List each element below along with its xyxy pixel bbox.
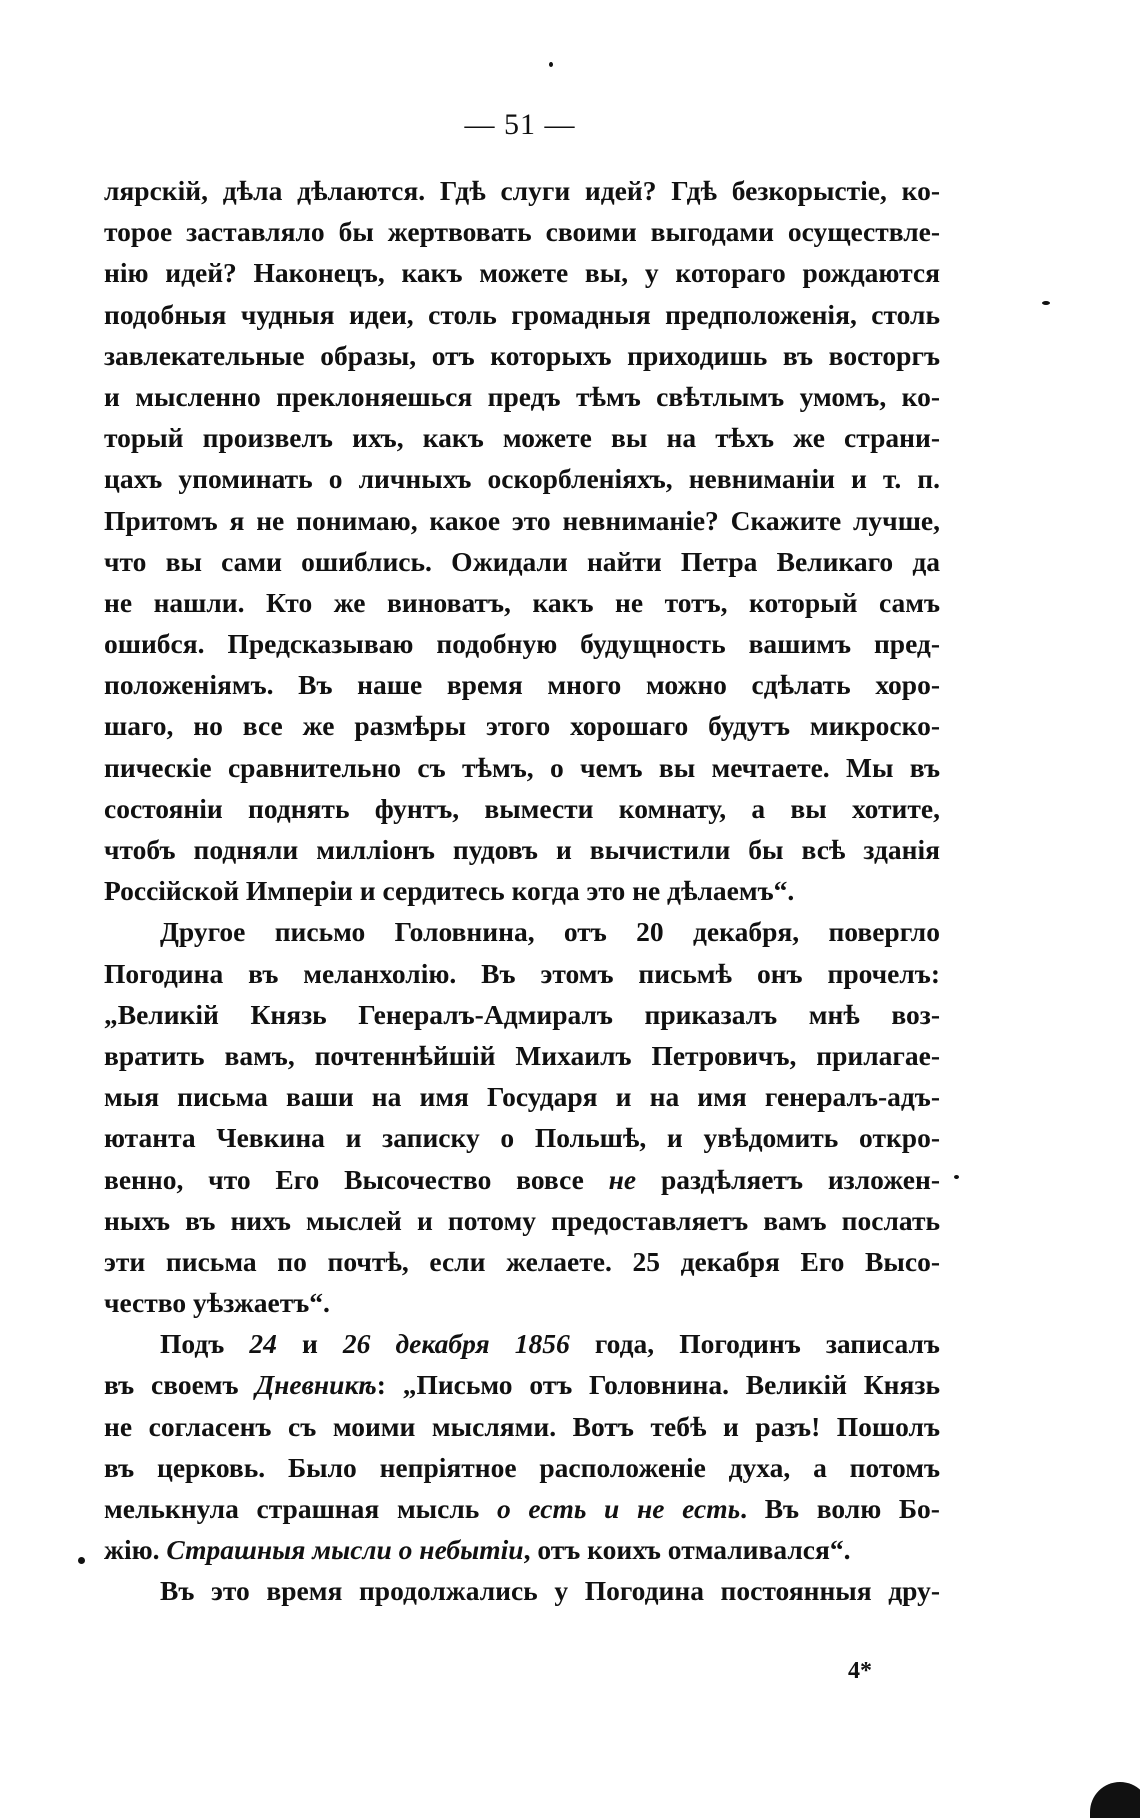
ink-speck	[78, 1557, 85, 1564]
line-text: эти письма по почтѣ, если желаете. 25 декабря Его Высо-	[104, 1245, 940, 1277]
line-text: въ своемъ	[104, 1369, 256, 1401]
line-text: цахъ упоминать о личныхъ оскорбленіяхъ, невниманіи и т. п.	[104, 463, 940, 495]
text-line	[104, 623, 940, 664]
page-corner-blot	[1090, 1782, 1140, 1818]
page-number-header: — 51 —	[464, 108, 576, 141]
text-line	[104, 500, 940, 541]
text-line	[104, 458, 940, 499]
line-text: лярскій, дѣла дѣлаются. Гдѣ слуги идей? Гдѣ безкорыстіе, ко-	[104, 175, 940, 206]
italic-text: Дневникѣ	[255, 1369, 377, 1401]
text-line	[104, 211, 940, 252]
paragraph-end-line	[104, 870, 940, 911]
text-line	[104, 252, 940, 293]
italic-text: 24	[249, 1328, 277, 1360]
text-line	[104, 953, 940, 994]
line-text: торый произвелъ ихъ, какъ можете вы на тѣхъ же страни-	[104, 422, 940, 454]
text-line	[104, 747, 940, 788]
paragraph-start-line	[104, 1323, 940, 1364]
italic-text: Страшныя мысли о небытіи	[166, 1534, 524, 1566]
line-text: состояніи поднять фунтъ, вымести комнату, а вы хотите,	[104, 792, 940, 824]
line-text: ютанта Чевкина и записку о Польшѣ, и увѣдомить откро-	[104, 1122, 940, 1154]
line-text: „Великій Князь Генералъ-Адмиралъ приказалъ мнѣ воз-	[104, 998, 940, 1030]
ink-speck	[954, 1175, 959, 1179]
ink-speck	[549, 62, 553, 67]
text-line	[104, 170, 940, 211]
line-text: что вы сами ошиблись. Ожидали найти Петра Великаго да	[104, 545, 940, 577]
text-line	[104, 664, 940, 705]
line-text: чество уѣзжаетъ“.	[104, 1287, 330, 1319]
text-line	[104, 705, 940, 746]
line-text: ныхъ въ нихъ мыслей и потому предоставляетъ вамъ послать	[104, 1204, 940, 1236]
text-line	[104, 1200, 940, 1241]
text-line	[104, 335, 940, 376]
italic-text: не	[608, 1163, 637, 1195]
body-text	[104, 170, 940, 1612]
line-text: завлекательные образы, отъ которыхъ приходишь въ восторгъ	[104, 339, 940, 371]
signature-mark: 4*	[848, 1658, 872, 1684]
line-text: Притомъ я не понимаю, какое это невниманіе? Скажите лучше,	[104, 504, 940, 536]
line-text: нію идей? Наконецъ, какъ можете вы, у котораго рождаются	[104, 257, 940, 289]
text-line	[104, 582, 940, 623]
line-text: года, Погодинъ записалъ	[569, 1328, 940, 1360]
line-text: вратить вамъ, почтеннѣйшій Михаилъ Петровичъ, прилагае-	[104, 1039, 940, 1071]
text-line	[104, 1035, 940, 1076]
line-text: шаго, но все же размѣры этого хорошаго будутъ микроско-	[104, 710, 940, 742]
line-text: Подъ	[160, 1328, 250, 1360]
paragraph-end-line	[104, 1282, 940, 1323]
line-text: положеніямъ. Въ наше время много можно сдѣлать хоро-	[104, 669, 940, 701]
italic-text: о есть и не есть	[496, 1493, 741, 1524]
text-line	[104, 541, 940, 582]
line-text: въ церковь. Было непріятное расположеніе духа, а потомъ	[104, 1451, 940, 1483]
text-line	[104, 788, 940, 829]
line-text: Россійской Имперіи и сердитесь когда это не дѣлаемъ“.	[104, 875, 795, 907]
line-text: , отъ коихъ отмаливался“.	[523, 1534, 851, 1566]
ink-speck	[1042, 301, 1050, 305]
text-line	[104, 1159, 940, 1200]
line-text: Въ это время продолжались у Погодина постоянныя дру-	[160, 1575, 940, 1607]
paragraph-start-line	[104, 911, 940, 952]
line-text: венно, что Его Высочество вовсе	[104, 1163, 609, 1195]
paragraph-start-line	[104, 1570, 940, 1611]
text-line	[104, 1076, 940, 1117]
line-text: жію.	[104, 1534, 167, 1566]
text-line	[104, 1364, 940, 1405]
line-text: . Въ волю Бо-	[740, 1493, 940, 1524]
line-text: ошибся. Предсказываю подобную будущность вашимъ пред-	[104, 628, 940, 660]
text-line	[104, 417, 940, 458]
line-text: Другое письмо Головнина, отъ 20 декабря, повергло	[160, 916, 940, 948]
line-text: подобныя чудныя идеи, столь громадныя предположенія, столь	[104, 298, 940, 330]
line-text: и мысленно преклоняешься предъ тѣмъ свѣтлымъ умомъ, ко-	[104, 380, 940, 412]
text-line	[104, 1117, 940, 1158]
line-text: не согласенъ съ моими мыслями. Вотъ тебѣ и разъ! Пошолъ	[104, 1410, 940, 1442]
line-text: мелькнула страшная мысль	[104, 1493, 497, 1524]
paragraph-end-line	[104, 1529, 940, 1570]
line-text: мыя письма ваши на имя Государя и на имя генералъ-адъ-	[104, 1081, 940, 1113]
text-line	[104, 994, 940, 1035]
line-text: чтобъ подняли милліонъ пудовъ и вычистили бы всѣ зданія	[104, 834, 940, 865]
text-line	[104, 294, 940, 335]
text-line	[104, 1447, 940, 1488]
text-line	[104, 1406, 940, 1447]
text-line	[104, 1488, 940, 1529]
line-text: раздѣляетъ изложен-	[636, 1163, 940, 1195]
line-text: : „Письмо отъ Головнина. Великій Князь	[376, 1369, 940, 1401]
text-line	[104, 376, 940, 417]
line-text: не нашли. Кто же виноватъ, какъ не тотъ, который самъ	[104, 586, 940, 618]
text-line	[104, 1241, 940, 1282]
line-text: Погодина въ меланхолію. Въ этомъ письмѣ онъ прочелъ:	[104, 957, 940, 989]
text-line	[104, 829, 940, 870]
line-text: торое заставляло бы жертвовать своими выгодами осуществле-	[104, 216, 940, 248]
italic-text: 26 декабря 1856	[342, 1328, 570, 1360]
line-text: пическіе сравнительно съ тѣмъ, о чемъ вы мечтаете. Мы въ	[104, 751, 940, 783]
line-text: и	[276, 1328, 343, 1360]
